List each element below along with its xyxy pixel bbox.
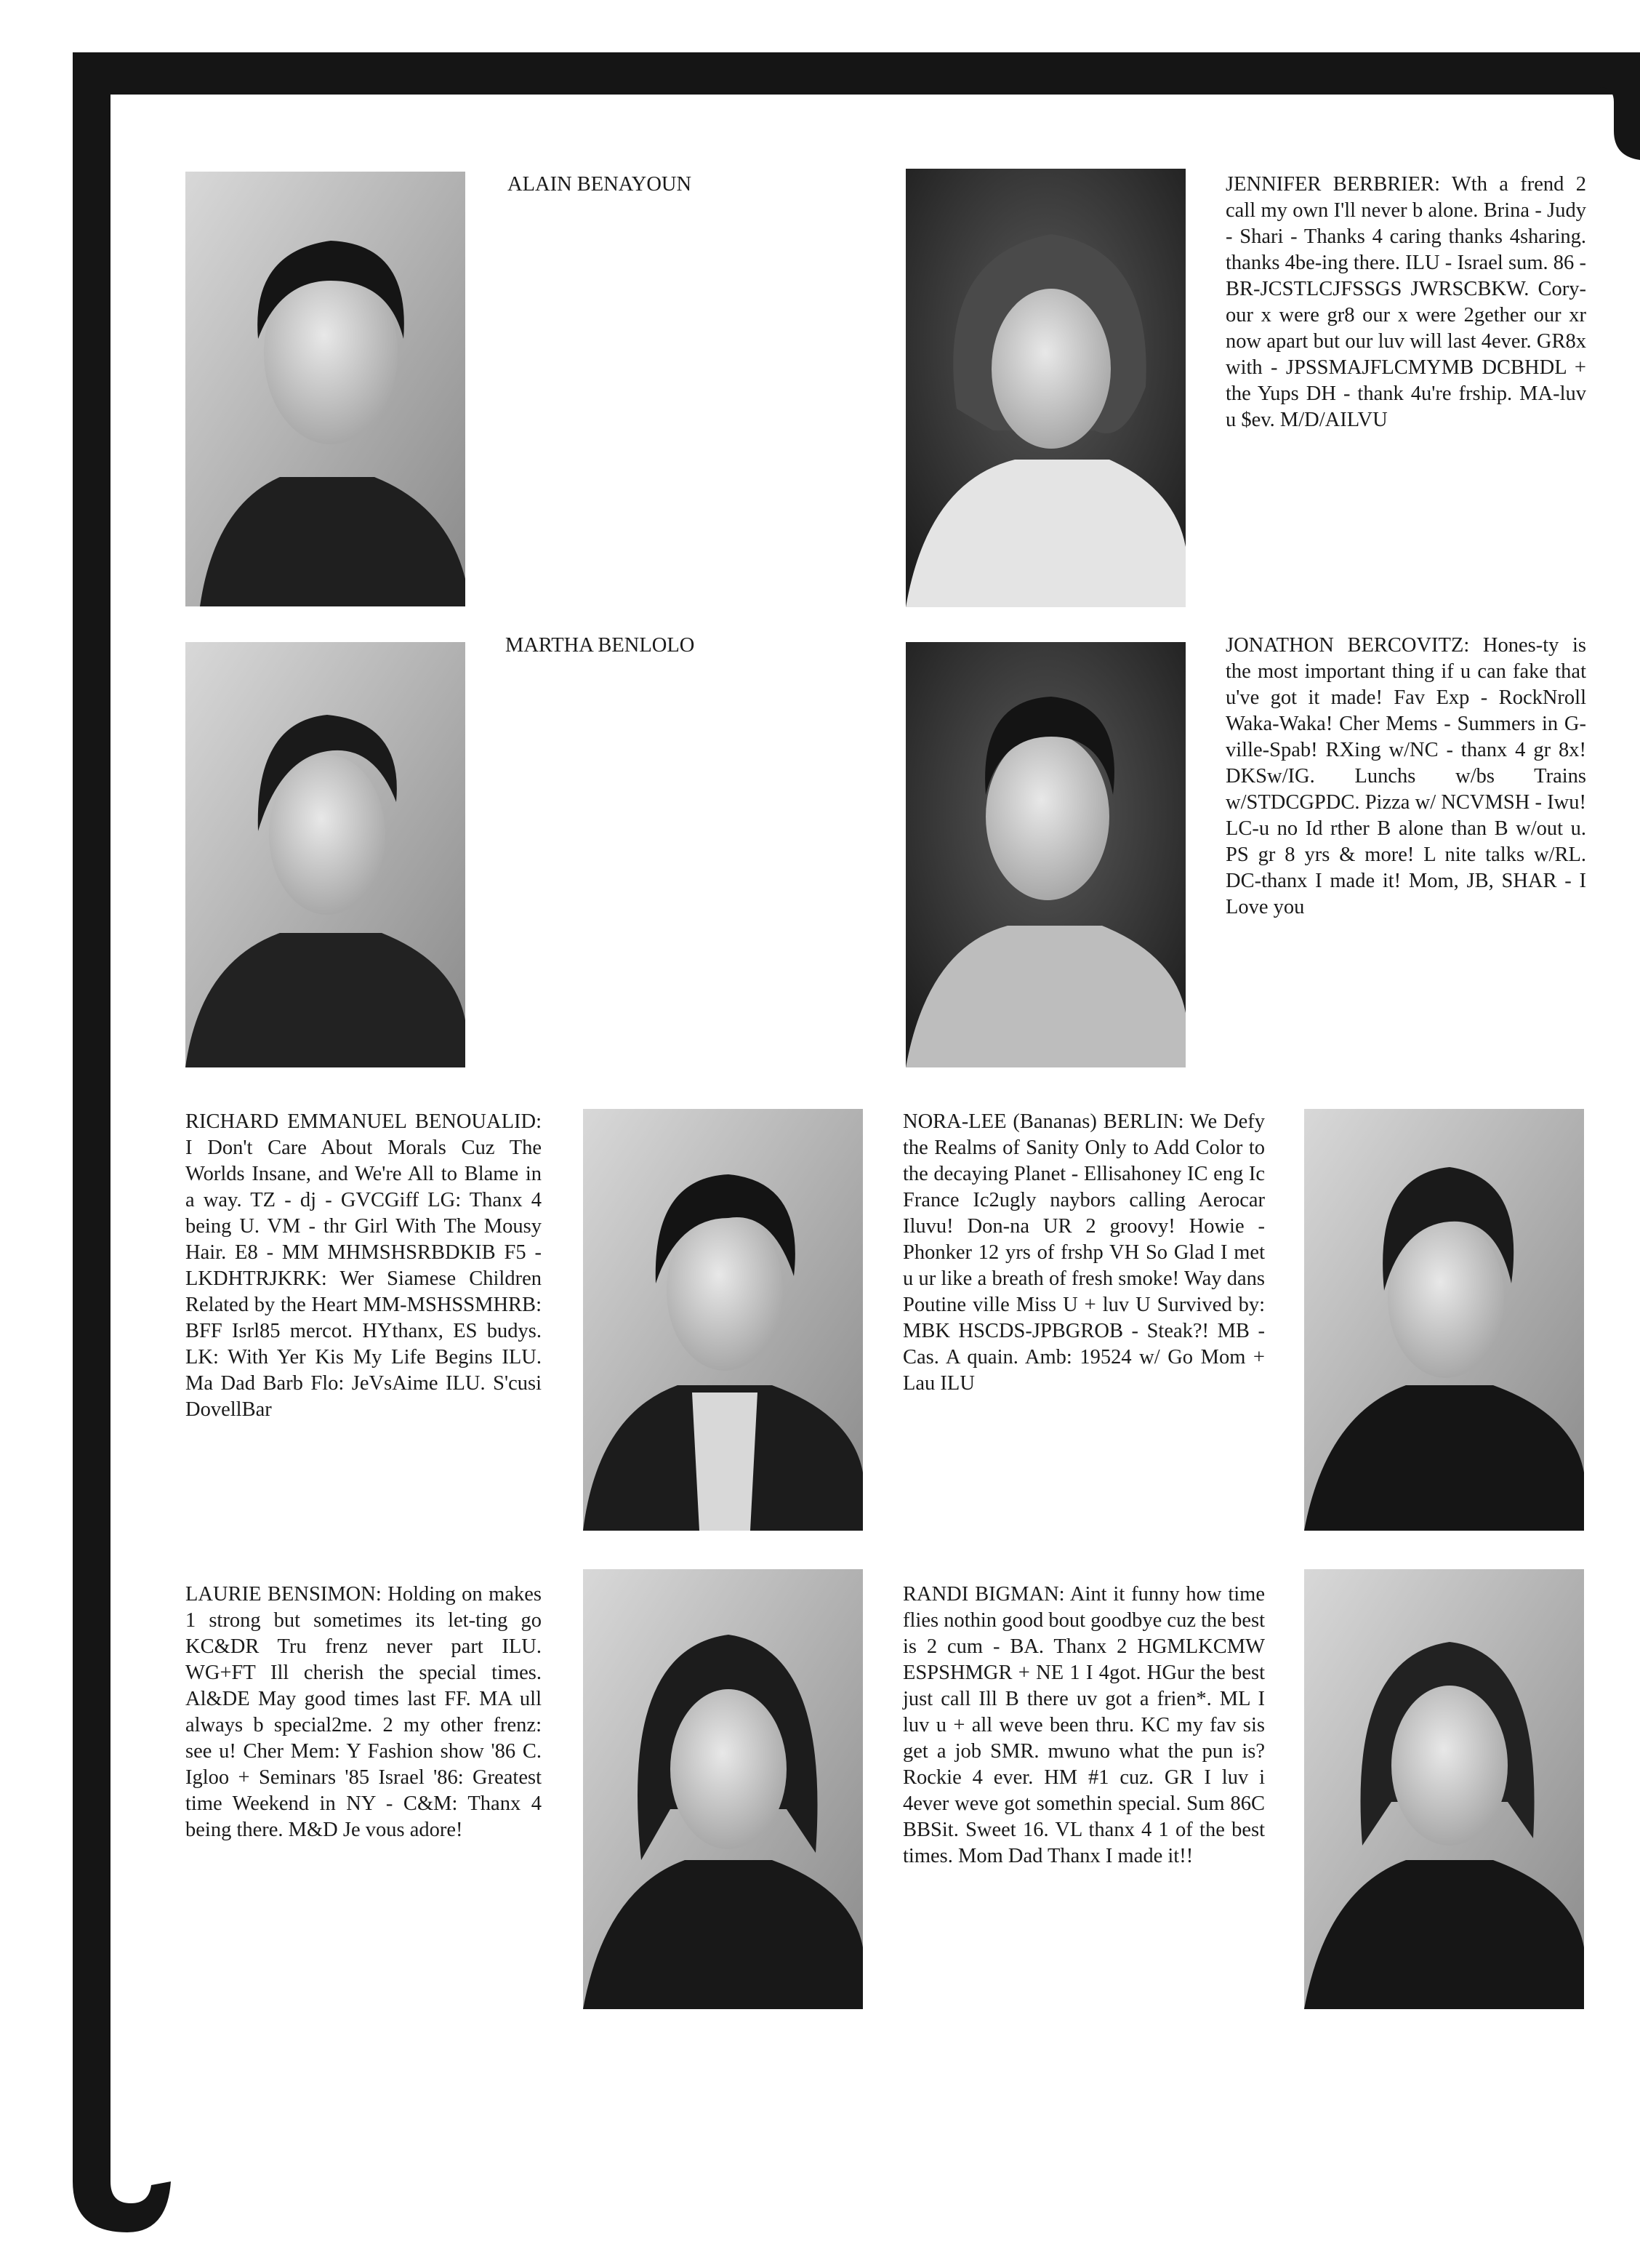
portrait-photo — [906, 642, 1186, 1067]
portrait-photo — [1304, 1569, 1584, 2009]
student-message: Holding on makes 1 strong but sometimes its let-ting go KC&DR Tru frenz never part ILU. WG+FT Ill cherish the special times. Al&DE May good times last FF. MA ull always b special2me. 2 my other frenz: see u! Cher Mem: Y Fashion show '86 C. Igloo + Seminars '85 Israel '86: Greatest time Weekend in NY - C&M: Thanx 4 being there. M&D Je vous adore! — [185, 1583, 542, 1841]
student-name: LAURIE BENSIMON: — [185, 1583, 382, 1606]
page-frame-corner-curl — [73, 2123, 171, 2232]
student-name: JONATHON BERCOVITZ: — [1226, 634, 1470, 657]
entry-text — [1226, 172, 1586, 433]
student-name: ALAIN BENAYOUN — [507, 173, 692, 196]
entry-text — [185, 1109, 542, 1423]
student-message: Hones-ty is the most important thing if u can fake that u've got it made! Fav Exp - RockNroll Waka-Waka! Cher Mems - Summers in G-ville-Spab! RXing w/NC - thanx 4 gr 8x! DKSw/IG. Lunchs w/bs Trains w/STDCGPDC. Pizza w/ NCVMSH - Iwu! LC-u no Id rther B alone than B w/out u. PS gr 8 yrs & more! L nite talks w/RL. DC-thanx I made it! Mom, JB, SHAR - I Love you — [1226, 634, 1586, 918]
page-frame-left-bar — [73, 52, 110, 2161]
student-name: NORA-LEE (Bananas) BERLIN: — [903, 1110, 1184, 1133]
student-name: RICHARD EMMANUEL BENOUALID: — [185, 1110, 542, 1133]
entry-text — [903, 1582, 1265, 1870]
student-message: We Defy the Realms of Sanity Only to Add Color to the decaying Planet - Ellisahoney IC eng Ic France Ic2ugly naybors calling Aerocar Iluvu! Don-na UR 2 groovy! Howie - Phonker 12 yrs of frshp VH So Glad I met u ur like a breath of fresh smoke! Way dans Poutine ville Miss U + luv U Survived by: MBK HSCDS-JPBGROB - Steak?! MB - Cas. A quain. Amb: 19524 w/ Go Mom + Lau ILU — [903, 1110, 1265, 1395]
portrait-photo — [583, 1569, 863, 2009]
entry-text — [505, 633, 825, 659]
portrait-photo — [583, 1109, 863, 1531]
portrait-photo — [1304, 1109, 1584, 1531]
student-name: JENNIFER BERBRIER: — [1226, 173, 1441, 196]
student-name: MARTHA BENLOLO — [505, 634, 695, 657]
page-frame-top-bar — [73, 52, 1640, 95]
entry-text — [903, 1109, 1265, 1397]
student-message: Wth a frend 2 call my own I'll never b alone. Brina - Judy - Shari - Thanks 4 caring thanks 4sharing. thanks 4be-ing there. ILU - Israel sum. 86 - BR-JCSTLCJFSSGS JWRSCBKW. Cory-our x were gr8 our x were 2gether our xr now apart but our luv will last 4ever. GR8x with - JPSSMAJFLCMYMB DCBHDL + the Yups DH - thank 4u're frship. MA-luv u $ev. M/D/AILVU — [1226, 173, 1586, 431]
portrait-photo — [906, 169, 1186, 607]
student-message: Aint it funny how time flies nothin good bout goodbye cuz the best is 2 cum - BA. Thanx 2 HGMLKCMW ESPSHMGR + NE 1 I 4got. HGur the best just call Ill B there uv got a frien*. ML I luv u + all weve been thru. KC my fav sis get a job SMR. mwuno what the pun is? Rockie 4 ever. HM #1 cuz. GR I luv i 4ever weve got somethin special. Sum 86C BBSit. Sweet 16. VL thanx 4 1 of the best times. Mom Dad Thanx I made it!! — [903, 1583, 1266, 1867]
portrait-photo — [185, 172, 465, 606]
portrait-photo — [185, 642, 465, 1067]
entry-text — [1226, 633, 1586, 921]
student-message: I Don't Care About Morals Cuz The Worlds Insane, and We're All to Blame in a way. TZ - dj - GVCGiff LG: Thanx 4 being U. VM - thr Girl With The Mousy Hair. E8 - MM MHMSHSRBDKIB F5 - LKDHTRJKRK: Wer Siamese Children Related by the Heart MM-MSHSSMHRB: BFF Isrl85 mercot. HYthanx, ES budys. LK: With Yer Kis My Life Begins ILU. Ma Dad Barb Flo: JeVsAime ILU. S'cusi DovellBar — [185, 1137, 542, 1421]
page-frame-corner-tab — [1599, 80, 1640, 160]
entry-text — [507, 172, 827, 198]
student-name: RANDI BIGMAN: — [903, 1583, 1065, 1606]
entry-text — [185, 1582, 542, 1843]
